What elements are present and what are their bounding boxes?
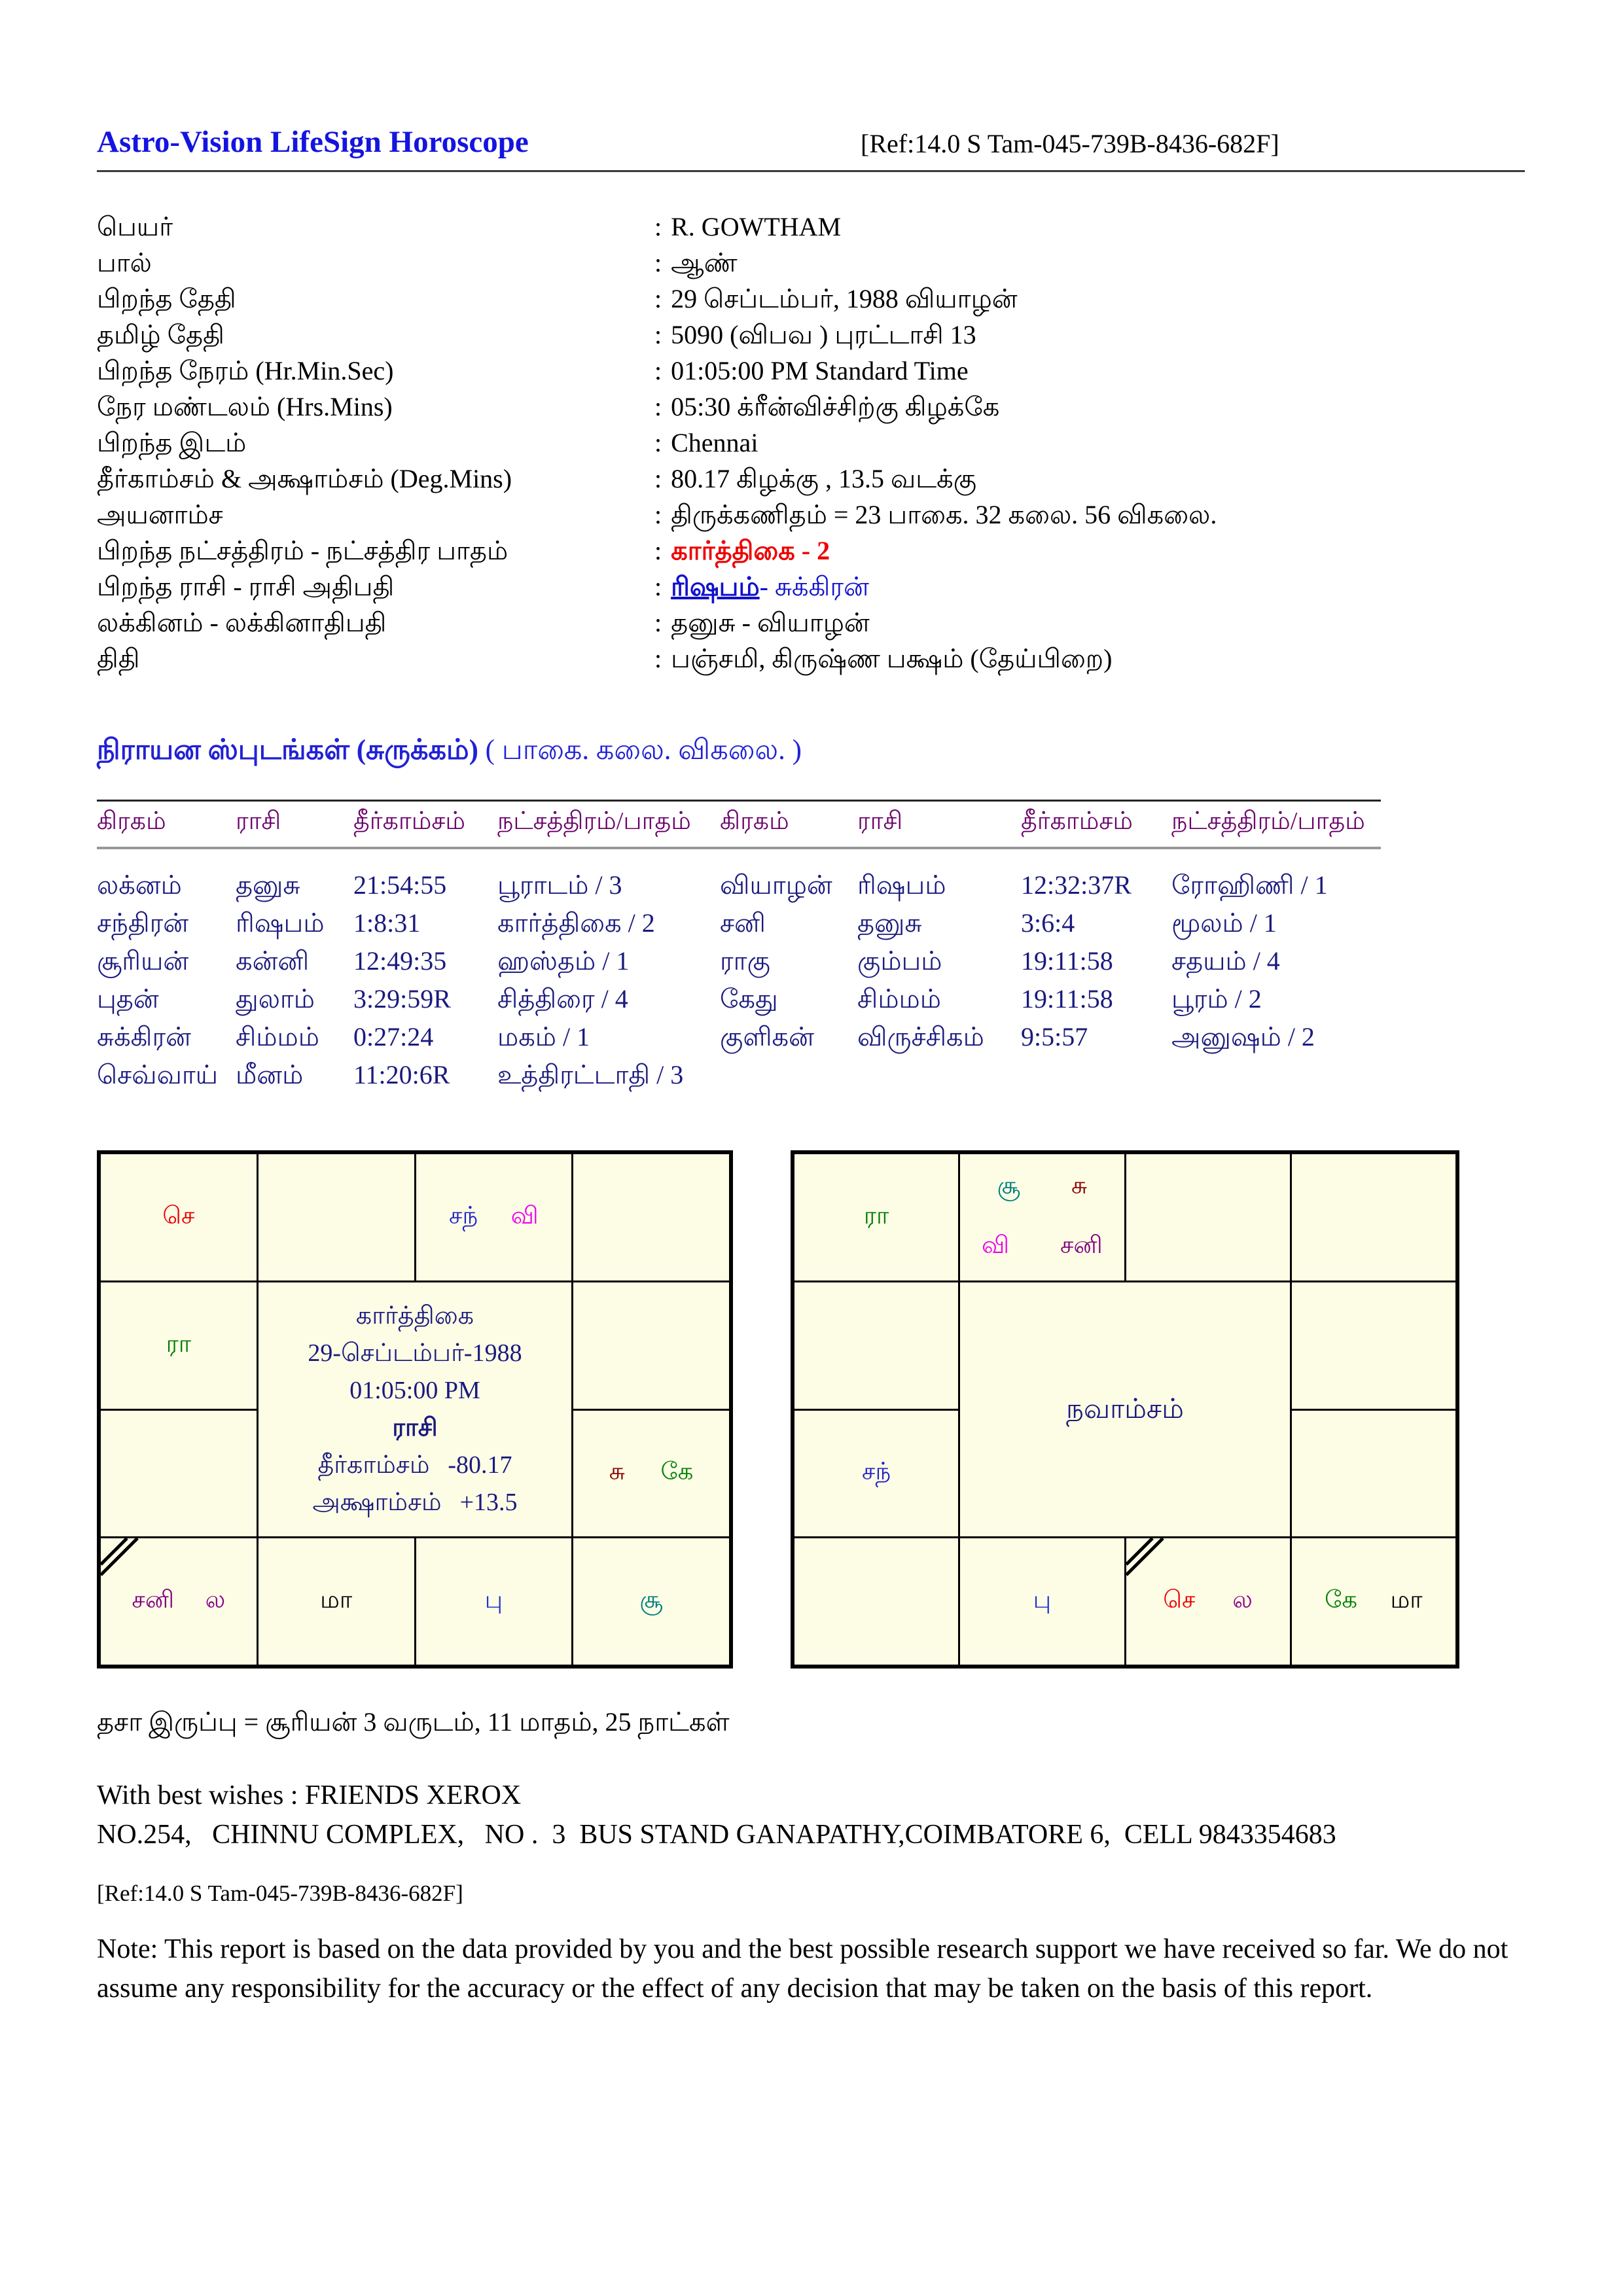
best-wishes-line: With best wishes : FRIENDS XEROX (97, 1780, 522, 1810)
field-label: நேர மண்டலம் (Hrs.Mins) (97, 392, 393, 421)
center-nakshatra: கார்த்திகை (355, 1302, 474, 1330)
nava-house-mesham (960, 1154, 1124, 1280)
field-label: பெயர் (97, 212, 173, 241)
field-label: பிறந்த தேதி (97, 284, 236, 313)
cell: ராகு (720, 946, 770, 976)
longitude-value: -80.17 (448, 1451, 512, 1479)
rasi-chart-center (259, 1282, 572, 1537)
planet-moon: சந் (862, 1458, 891, 1486)
field-value: R. GOWTHAM (671, 212, 842, 241)
field-label: பிறந்த நட்சத்திரம் - நட்சத்திர பாதம் (97, 536, 508, 565)
field-value: 5090 (விபவ ) புரட்டாசி 13 (671, 320, 976, 349)
cell: தனுசு (857, 908, 922, 938)
table-row (97, 980, 1381, 1018)
app-title: Astro-Vision LifeSign Horoscope (97, 125, 529, 159)
field-value: 80.17 கிழக்கு , 13.5 வடக்கு (671, 464, 976, 493)
table-row (97, 1056, 1381, 1094)
field-colon: : (654, 248, 662, 277)
cell: ரிஷபம் (236, 908, 325, 938)
lagna-mark-icon (101, 1538, 141, 1579)
field-colon: : (654, 536, 662, 565)
center-latitude (312, 1484, 517, 1521)
cell: ஹஸ்தம் / 1 (497, 946, 630, 976)
field-row-birth-time (97, 353, 1525, 389)
nava-house-meenam (794, 1154, 958, 1280)
field-label: தீர்காம்சம் & அக்ஷாம்சம் (Deg.Mins) (97, 464, 512, 493)
field-value: தனுசு - வியாழன் (671, 608, 870, 637)
center-birth-time: 01:05:00 PM (349, 1377, 480, 1404)
cell: சூரியன் (97, 946, 189, 976)
col-header-longitude-1: தீர்காம்சம் (353, 807, 465, 835)
cell: 0:27:24 (353, 1022, 434, 1051)
lagna-marker: ல (205, 1587, 226, 1614)
cell: சிம்மம் (236, 1022, 319, 1051)
field-row-thithi (97, 641, 1525, 677)
field-row-lagna (97, 605, 1525, 641)
field-label: பிறந்த நேரம் (Hr.Min.Sec) (97, 356, 394, 385)
cell: விருச்சிகம் (857, 1022, 984, 1051)
field-colon: : (654, 212, 662, 241)
col-header-graham-1: கிரகம் (97, 807, 166, 835)
chart-section (97, 1150, 1525, 1669)
cell: பூரம் / 2 (1171, 984, 1262, 1014)
mandhi-marker: மா (1390, 1587, 1423, 1614)
field-colon: : (654, 608, 662, 637)
nava-house-kadagam (1292, 1282, 1455, 1409)
field-colon: : (654, 284, 662, 313)
lagna-marker: ல (1232, 1587, 1253, 1614)
field-label: தமிழ் தேதி (97, 320, 224, 349)
cell: 1:8:31 (353, 908, 421, 938)
section-title-main: நிராயன ஸ்புடங்கள் (சுருக்கம்) (97, 735, 478, 766)
reference-code-footer: [Ref:14.0 S Tam-045-739B-8436-682F] (97, 1881, 463, 1906)
cell: 19:11:58 (1021, 946, 1113, 976)
planet-mars: செ (162, 1202, 195, 1229)
field-value: 05:30 க்ரீன்விச்சிற்கு கிழக்கே (671, 392, 1000, 421)
cell: சித்திரை / 4 (497, 984, 628, 1014)
field-value: 29 செப்டம்பர், 1988 வியாழன் (671, 284, 1018, 313)
col-header-star-1: நட்சத்திரம்/பாதம் (497, 807, 691, 835)
planet-row (982, 1231, 1103, 1262)
planet-mars: செ (1163, 1587, 1196, 1614)
cell: சிம்மம் (857, 984, 941, 1014)
cell: குளிகன் (720, 1022, 814, 1051)
field-colon: : (654, 392, 662, 421)
cell: துலாம் (236, 984, 315, 1014)
cell: வியாழன் (720, 870, 832, 900)
field-value-rasi: ரிஷபம் (671, 572, 760, 601)
cell: புதன் (97, 984, 159, 1014)
field-colon: : (654, 644, 662, 673)
birth-details (97, 209, 1525, 677)
cell: மகம் / 1 (497, 1022, 590, 1051)
rasi-house-simmam (573, 1411, 729, 1537)
dasa-balance-line: தசா இருப்பு = சூரியன் 3 வருடம், 11 மாதம், 25 நாட்கள் (97, 1707, 730, 1737)
field-value: பஞ்சமி, கிருஷ்ண பக்ஷம் (தேய்பிறை) (671, 644, 1113, 673)
rasi-house-rishabham (416, 1154, 572, 1280)
nava-house-mithunam (1292, 1154, 1455, 1280)
report-header (97, 124, 1525, 162)
cell: 3:29:59R (353, 984, 451, 1014)
field-row-tamil-date (97, 317, 1525, 353)
rasi-house-dhanusu-lagna (101, 1538, 257, 1665)
planet-ketu: கே (1325, 1587, 1358, 1614)
nava-house-thulam-lagna (1126, 1538, 1290, 1665)
table-body (97, 866, 1381, 1094)
cell: மூலம் / 1 (1171, 908, 1277, 938)
distributor-address: NO.254, CHINNU COMPLEX, NO . 3 BUS STAND GANAPATHY,COIMBATORE 6, CELL 9843354683 (97, 1820, 1336, 1850)
planet-jupiter: வி (981, 1232, 1010, 1260)
field-value: திருக்கணிதம் = 23 பாகை. 32 கலை. 56 விகலை. (671, 500, 1217, 529)
planet-venus: சு (609, 1458, 625, 1486)
field-label: பிறந்த இடம் (97, 428, 247, 457)
col-header-rasi-2: ராசி (857, 807, 903, 835)
field-label: பிறந்த ராசி - ராசி அதிபதி (97, 572, 395, 601)
navamsam-chart-center (960, 1282, 1290, 1537)
field-label: திதி (97, 644, 140, 673)
nava-house-kanni (1292, 1538, 1455, 1665)
field-value: 01:05:00 PM Standard Time (671, 356, 969, 385)
table-row (97, 904, 1381, 942)
planet-rahu: ரா (166, 1330, 192, 1358)
cell (720, 1056, 857, 1094)
planet-jupiter: வி (510, 1202, 539, 1229)
cell: 11:20:6R (353, 1060, 450, 1089)
latitude-label: அக்ஷாம்சம் (312, 1489, 442, 1516)
cell: 12:49:35 (353, 946, 447, 976)
cell: 3:6:4 (1021, 908, 1075, 938)
cell (857, 1056, 1021, 1094)
field-label: அயனாம்ச (97, 500, 223, 529)
nirayana-section-title (97, 734, 1525, 769)
nava-house-dhanusu (794, 1538, 958, 1665)
cell: சந்திரன் (97, 908, 189, 938)
planet-sun: சூ (639, 1587, 663, 1614)
cell: கும்பம் (857, 946, 942, 976)
field-colon: : (654, 500, 662, 529)
field-row-birth-rasi (97, 569, 1525, 605)
cell: கேது (720, 984, 778, 1014)
longitude-label: தீர்காம்சம் (317, 1451, 430, 1479)
field-row-sex (97, 245, 1525, 281)
rasi-house-kanni (573, 1538, 729, 1665)
cell: அனுஷம் / 2 (1171, 1022, 1315, 1051)
col-header-graham-2: கிரகம் (720, 807, 789, 835)
planet-ketu: கே (660, 1458, 694, 1486)
section-title-units: ( பாகை. கலை. விகலை. ) (478, 735, 802, 766)
rasi-house-mithunam (573, 1154, 729, 1280)
cell: செவ்வாய் (97, 1060, 219, 1089)
col-header-star-2: நட்சத்திரம்/பாதம் (1171, 807, 1365, 835)
rasi-house-makaram (101, 1411, 257, 1537)
cell: சனி (720, 908, 766, 938)
header-divider (97, 170, 1525, 172)
cell: கார்த்திகை / 2 (497, 908, 655, 938)
lagna-mark-icon (1126, 1538, 1167, 1579)
field-row-birth-date (97, 281, 1525, 317)
field-row-name (97, 209, 1525, 245)
field-row-long-lat (97, 461, 1525, 497)
field-colon: : (654, 572, 662, 601)
table-row (97, 942, 1381, 980)
field-row-ayanamsa (97, 497, 1525, 533)
cell: ரோஹிணி / 1 (1171, 870, 1328, 900)
planet-saturn: சனி (1060, 1232, 1103, 1260)
col-header-longitude-2: தீர்காம்சம் (1021, 807, 1133, 835)
field-value-rasi-lord: - சுக்கிரன் (759, 572, 869, 601)
cell (1171, 1056, 1381, 1094)
rasi-house-kumbham (101, 1282, 257, 1409)
cell: தனுசு (236, 870, 300, 900)
field-colon: : (654, 464, 662, 493)
field-value-birth-star: கார்த்திகை - 2 (671, 536, 830, 565)
nava-house-viruchigam (960, 1538, 1124, 1665)
planet-moon: சந் (448, 1202, 478, 1229)
cell: கன்னி (236, 946, 310, 976)
rasi-house-viruchigam (259, 1538, 414, 1665)
cell: உத்திரட்டாதி / 3 (497, 1060, 684, 1089)
cell: பூராடம் / 3 (497, 870, 622, 900)
cell: 19:11:58 (1021, 984, 1113, 1014)
field-colon: : (654, 356, 662, 385)
planet-row (997, 1172, 1088, 1203)
field-label: லக்கினம் - லக்கினாதிபதி (97, 608, 387, 637)
field-row-birth-place (97, 425, 1525, 461)
center-birth-date: 29-செப்டம்பர்-1988 (308, 1339, 522, 1367)
field-value: ஆண் (671, 248, 738, 277)
field-value: Chennai (671, 428, 758, 457)
col-header-rasi-1: ராசி (236, 807, 281, 835)
planet-saturn: சனி (132, 1587, 175, 1614)
field-colon: : (654, 320, 662, 349)
nava-house-kumbham (794, 1282, 958, 1409)
field-colon: : (654, 428, 662, 457)
planet-sun: சூ (997, 1173, 1021, 1200)
planet-venus: சு (1071, 1173, 1088, 1200)
disclaimer-note: Note: This report is based on the data provided by you and the best possible research support we have received so far. We do not assume any responsibility for the accuracy or the effect of any decision that may be taken on the basis of this report. (97, 1934, 1508, 2004)
navamsam-chart (791, 1150, 1459, 1669)
rasi-house-kadagam (573, 1282, 729, 1409)
field-label: பால் (97, 248, 152, 277)
field-row-birth-star (97, 533, 1525, 569)
cell: லக்னம் (97, 870, 182, 900)
nava-house-makaram (794, 1411, 958, 1537)
rasi-chart (97, 1150, 733, 1669)
table-header-row (97, 800, 1381, 849)
cell: சுக்கிரன் (97, 1022, 191, 1051)
center-longitude (317, 1447, 512, 1484)
nava-house-rishabham (1126, 1154, 1290, 1280)
rasi-house-meenam (101, 1154, 257, 1280)
planet-mercury: பு (1033, 1587, 1052, 1614)
mandhi-marker: மா (320, 1587, 353, 1614)
cell: மீனம் (236, 1060, 304, 1089)
table-row (97, 866, 1381, 904)
field-row-time-zone (97, 389, 1525, 425)
planet-rahu: ரா (863, 1202, 889, 1229)
reference-code: [Ref:14.0 S Tam-045-739B-8436-682F] (861, 129, 1279, 158)
cell: சதயம் / 4 (1171, 946, 1280, 976)
chart-label-navamsam: நவாம்சம் (1066, 1394, 1184, 1424)
rasi-house-thulam (416, 1538, 572, 1665)
latitude-value: +13.5 (459, 1489, 518, 1516)
cell: 12:32:37R (1021, 870, 1132, 900)
chart-label-rasi: ராசி (392, 1414, 438, 1441)
rasi-house-mesham (259, 1154, 414, 1280)
cell (1021, 1056, 1171, 1094)
cell: ரிஷபம் (857, 870, 946, 900)
cell: 21:54:55 (353, 870, 447, 900)
cell: 9:5:57 (1021, 1022, 1088, 1051)
planet-positions-table (97, 800, 1381, 1094)
table-row (97, 1018, 1381, 1056)
nava-house-simmam (1292, 1411, 1455, 1537)
planet-mercury: பு (484, 1587, 503, 1614)
